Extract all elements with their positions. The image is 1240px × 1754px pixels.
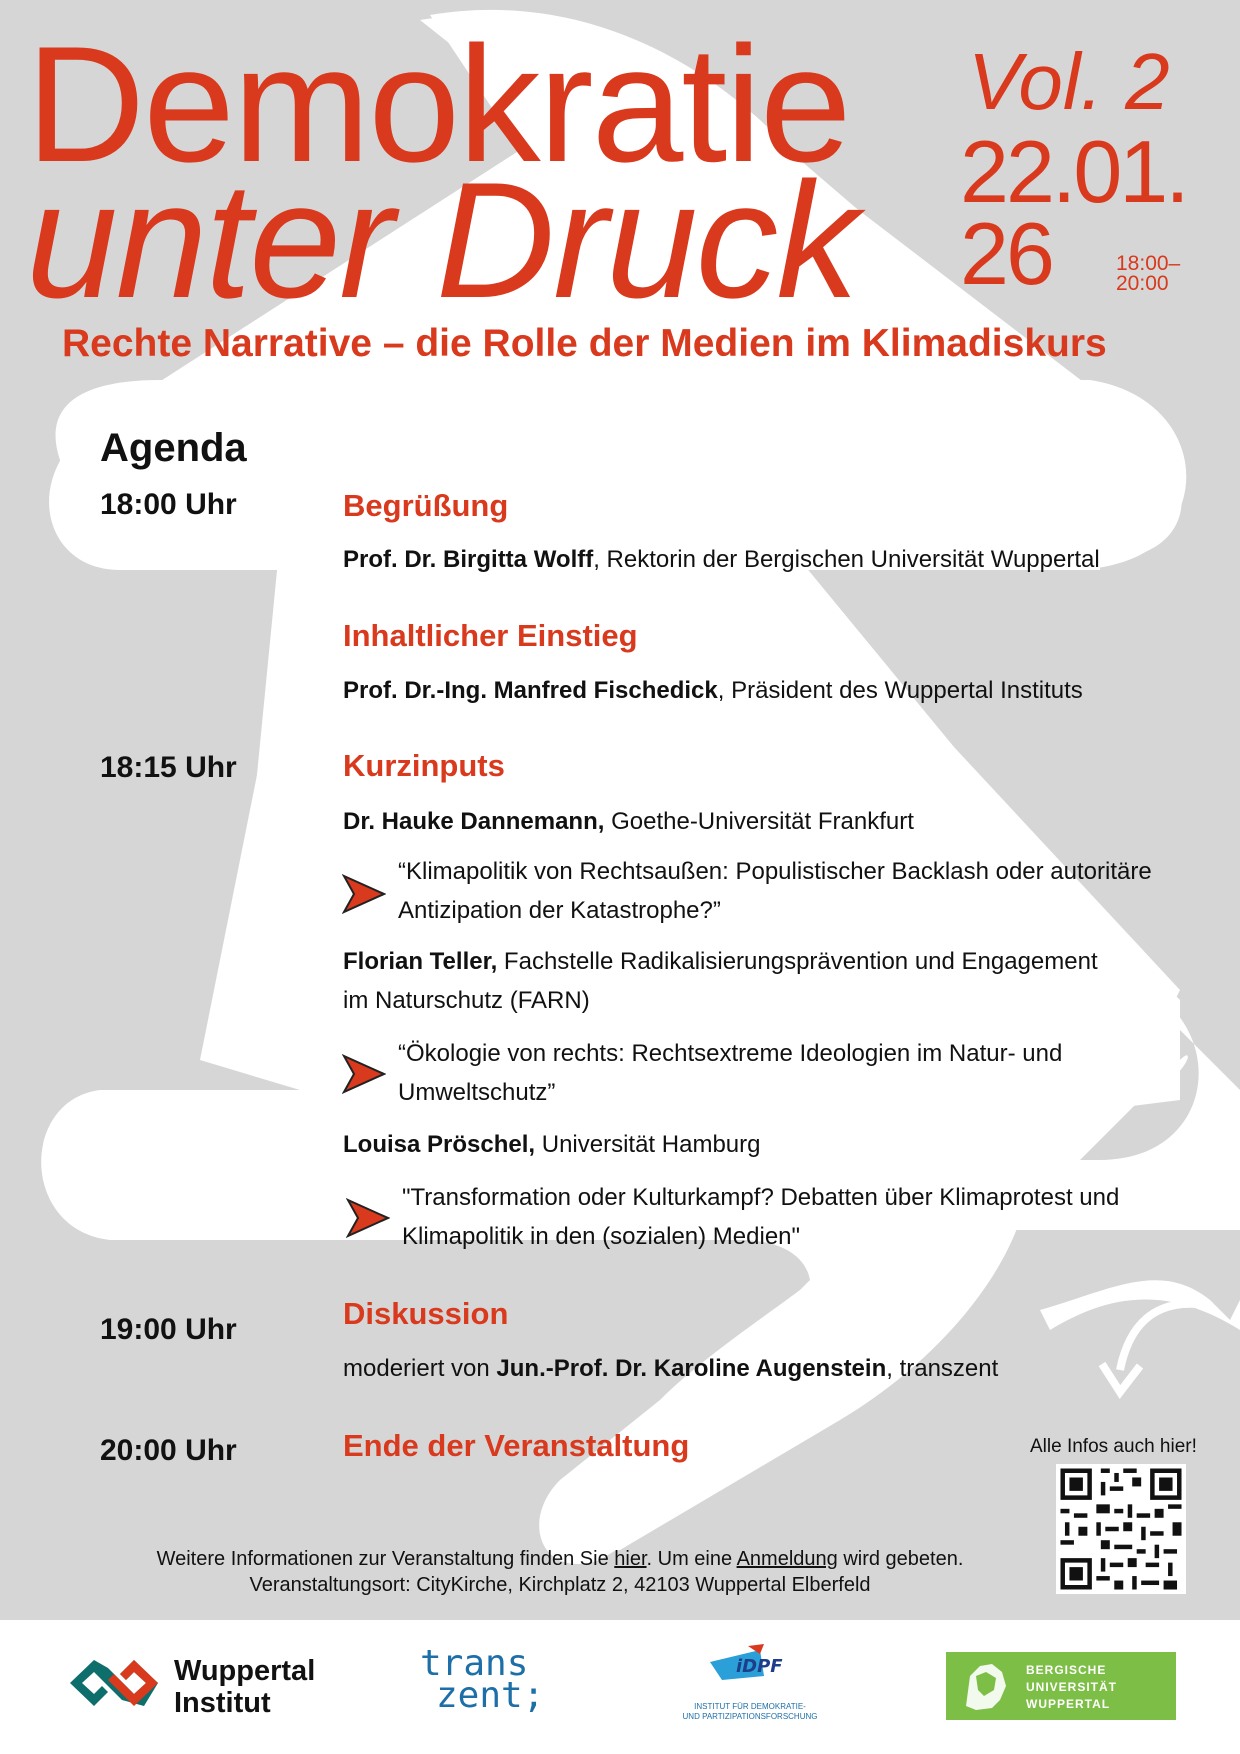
talk-title-3 (402, 1178, 1119, 1256)
section-kurzinputs: Kurzinputs (343, 748, 505, 783)
speaker-name: Dr. Hauke Dannemann, (343, 808, 605, 835)
idpf-mark: iDPF (736, 1656, 783, 1677)
time-1900: 19:00 Uhr (100, 1313, 237, 1346)
speaker-fischedick (343, 671, 1083, 710)
date-line-1: 22.01. (960, 122, 1187, 221)
speaker-name: Louisa Pröschel, (343, 1131, 536, 1158)
caption-line: UND PARTIZIPATIONSFORSCHUNG (682, 1712, 818, 1721)
speaker-name: Prof. Dr. Birgitta Wolff (343, 546, 594, 573)
moderator-name: Jun.-Prof. Dr. Karoline Augenstein (496, 1355, 887, 1382)
registration-link[interactable]: Anmeldung (736, 1548, 838, 1570)
title-line-1: Demokratie (26, 12, 850, 196)
talk-title-line: Klimapolitik in den (sozialen) Medien" (402, 1223, 801, 1250)
moderator (343, 1349, 998, 1388)
talk-title-line: Umweltschutz” (398, 1079, 556, 1106)
speaker-role: Fachstelle Radikalisierungsprävention und Engagement (497, 948, 1098, 975)
info-part: Weitere Informationen zur Veranstaltung finden Sie (156, 1548, 615, 1570)
section-ende: Ende der Veranstaltung (343, 1428, 690, 1463)
moderator-affiliation: , transzent (886, 1355, 999, 1382)
wordmark-line: Institut (174, 1687, 271, 1719)
speaker-dannemann (343, 802, 914, 841)
transzent-logo (420, 1643, 545, 1716)
idpf-caption (680, 1702, 820, 1722)
agenda-heading: Agenda (100, 426, 247, 470)
time-end: 20:00 (1116, 272, 1169, 295)
speaker-role: im Naturschutz (FARN) (343, 987, 590, 1014)
wuppertal-institut-logo-icon (64, 1654, 164, 1712)
title-line-2: unter Druck (26, 148, 857, 332)
speaker-name: Florian Teller, (343, 948, 498, 975)
talk-title-1 (398, 852, 1152, 930)
buw-wordmark (1026, 1662, 1117, 1713)
info-link-hier[interactable]: hier (614, 1548, 647, 1570)
info-text (0, 1546, 1180, 1572)
moderator-prefix: moderiert von (343, 1355, 497, 1382)
talk-title-line: “Klimapolitik von Rechtsaußen: Populistischer Backlash oder autoritäre (398, 858, 1152, 885)
wordmark-line: UNIVERSITÄT (1026, 1680, 1118, 1694)
venue-text: Veranstaltungsort: CityKirche, Kirchplatz 2, 42103 Wuppertal Elberfeld (249, 1574, 871, 1596)
section-begruessung: Begrüßung (343, 488, 509, 523)
talk-title-line: "Transformation oder Kulturkampf? Debatten über Klimaprotest und (402, 1184, 1120, 1211)
speaker-role: Universität Hamburg (535, 1131, 761, 1158)
wordmark-line: Wuppertal (174, 1655, 316, 1687)
time-1800: 18:00 Uhr (100, 488, 237, 521)
talk-title-line: Antizipation der Katastrophe?” (398, 897, 721, 924)
wordmark-line: BERGISCHE (1026, 1663, 1107, 1677)
speaker-teller (343, 942, 1098, 1020)
wordmark-line: WUPPERTAL (1026, 1697, 1111, 1711)
event-time (1116, 254, 1180, 294)
time-1815: 18:15 Uhr (100, 751, 237, 784)
date-line-2: 26 (960, 204, 1052, 303)
speaker-wolff (343, 540, 1100, 579)
arrow-icon (346, 1198, 390, 1238)
speaker-name: Prof. Dr.-Ing. Manfred Fischedick (343, 677, 718, 704)
volume-label: Vol. 2 (968, 37, 1170, 126)
idpf-logo-icon (700, 1640, 800, 1700)
talk-title-line: “Ökologie von rechts: Rechtsextreme Ideologien im Natur- und (398, 1040, 1063, 1067)
section-einstieg: Inhaltlicher Einstieg (343, 618, 638, 653)
info-part: wird gebeten. (837, 1548, 964, 1570)
wordmark-line: trans (420, 1643, 529, 1684)
wuppertal-institut-wordmark (174, 1655, 315, 1719)
subtitle: Rechte Narrative – die Rolle der Medien im Klimadiskurs (62, 322, 1107, 365)
speaker-role: , Präsident des Wuppertal Instituts (717, 677, 1083, 704)
arrow-icon (342, 1054, 386, 1094)
speaker-role: , Rektorin der Bergischen Universität Wuppertal (593, 546, 1100, 573)
lion-crest-icon (956, 1656, 1016, 1716)
time-start: 18:00– (1116, 252, 1181, 275)
wordmark-line: zent; (436, 1675, 545, 1716)
arrow-icon (342, 874, 386, 914)
qr-label: Alle Infos auch hier! (1030, 1436, 1197, 1457)
info-part: . Um eine (646, 1548, 737, 1570)
caption-line: INSTITUT FÜR DEMOKRATIE- (694, 1702, 806, 1711)
speaker-role: Goethe-Universität Frankfurt (604, 808, 914, 835)
talk-title-2 (398, 1034, 1062, 1112)
speaker-proeschel (343, 1125, 760, 1164)
qr-code[interactable] (1056, 1464, 1186, 1594)
section-diskussion: Diskussion (343, 1296, 509, 1331)
time-2000: 20:00 Uhr (100, 1434, 237, 1467)
